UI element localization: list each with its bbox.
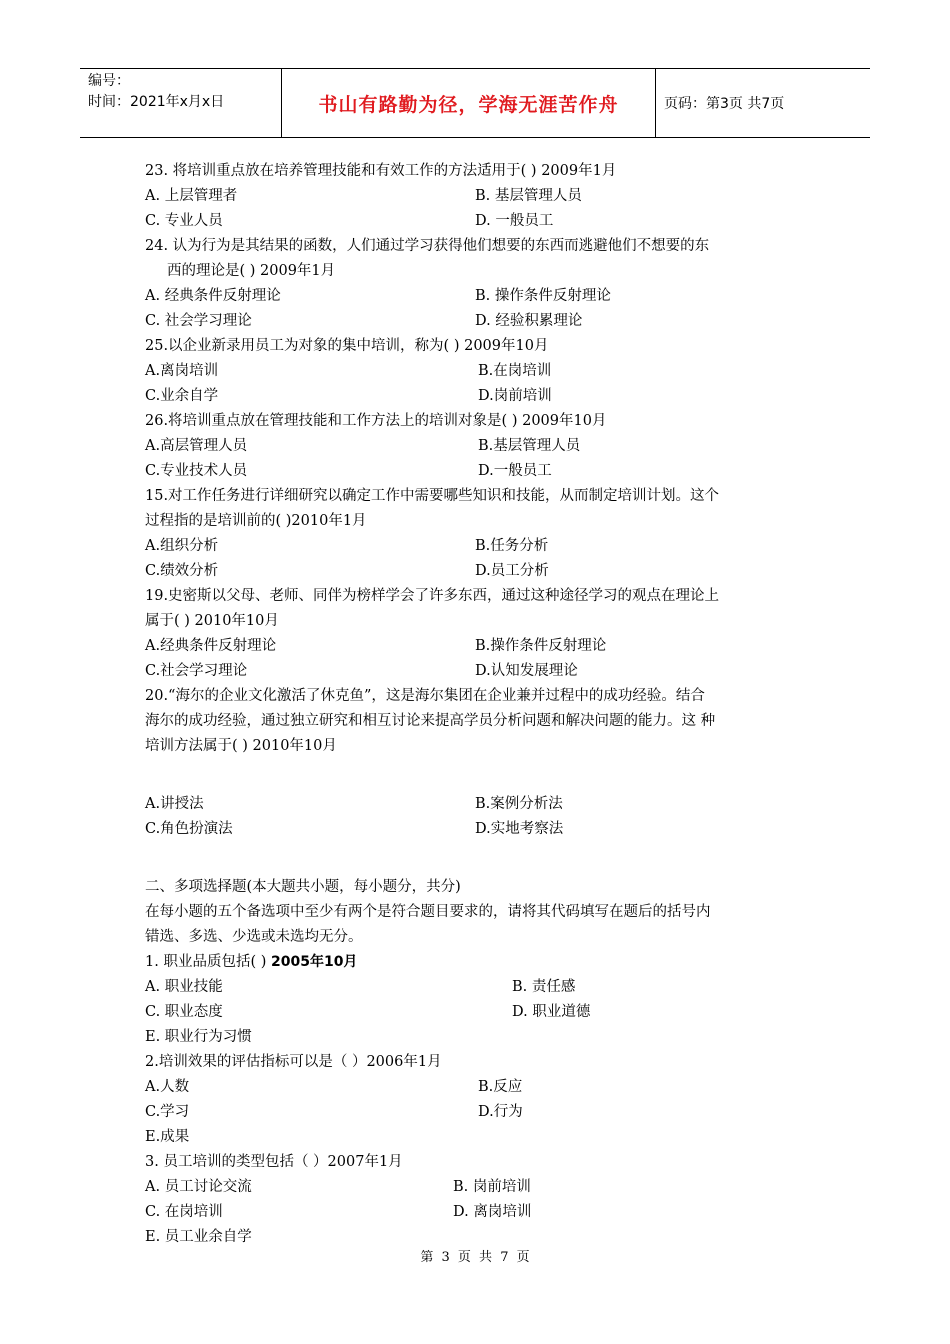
option-row (145, 1000, 825, 1025)
option-row (145, 384, 825, 409)
header-time: 时间：2021年x月x日 (88, 94, 225, 110)
option: B. 基层管理人员 (475, 188, 582, 204)
question-19-cont: 属于( ) 2010年10月 (145, 613, 279, 629)
question-15-cont: 过程指的是培训前的( )2010年1月 (145, 513, 367, 529)
option-row (145, 359, 825, 384)
option: A. 经典条件反射理论 (145, 288, 281, 304)
option: B.案例分析法 (475, 796, 563, 812)
option: C.业余自学 (145, 388, 219, 404)
question-20-cont: 海尔的成功经验，通过独立研究和相互讨论来提高学员分析问题和解决问题的能力。这 种 (145, 713, 716, 729)
option: E. 员工业余自学 (145, 1229, 252, 1245)
option: D.岗前培训 (478, 388, 552, 404)
option-row (145, 634, 825, 659)
header-motto: 书山有路勤为径，学海无涯苦作舟 (282, 69, 656, 137)
option-row (145, 1200, 825, 1225)
option: C.专业技术人员 (145, 463, 248, 479)
option-row (145, 792, 825, 817)
option: D.行为 (478, 1104, 523, 1120)
question-date: 2005年10月 (270, 954, 358, 970)
option-row (145, 434, 825, 459)
option: B. 岗前培训 (453, 1179, 531, 1195)
question-23: 23. 将培训重点放在培养管理技能和有效工作的方法适用于( ) 2009年1月 (145, 163, 617, 179)
option: B.反应 (478, 1079, 523, 1095)
option: A. 职业技能 (145, 979, 223, 995)
question-text: 1. 职业品质包括( ) (145, 954, 271, 970)
option-row (145, 534, 825, 559)
question-25: 25.以企业新录用员工为对象的集中培训，称为( ) 2009年10月 (145, 338, 549, 354)
option: D. 经验积累理论 (475, 313, 583, 329)
option: C. 社会学习理论 (145, 313, 252, 329)
option: D.认知发展理论 (475, 663, 578, 679)
option: A. 员工讨论交流 (145, 1179, 252, 1195)
option: A.讲授法 (145, 796, 204, 812)
option: A.高层管理人员 (145, 438, 248, 454)
option: B. 操作条件反射理论 (475, 288, 611, 304)
option-row (145, 1175, 825, 1200)
option: B.在岗培训 (478, 363, 552, 379)
question-20: 20.“海尔的企业文化激活了休克鱼”，这是海尔集团在企业兼并过程中的成功经验。结合 (145, 688, 705, 704)
option: A.人数 (145, 1079, 190, 1095)
option: D. 职业道德 (512, 1004, 591, 1020)
option: A.组织分析 (145, 538, 219, 554)
section-2-instruction: 在每小题的五个备选项中至少有两个是符合题目要求的，请将其代码填写在题后的括号内 (145, 904, 711, 920)
option-row (145, 817, 825, 842)
option-row (145, 1075, 825, 1100)
document-body (145, 159, 825, 1250)
option: A.离岗培训 (145, 363, 219, 379)
option: D. 一般员工 (475, 213, 554, 229)
question-19: 19.史密斯以父母、老师、同伴为榜样学会了许多东西，通过这种途径学习的观点在理论上 (145, 588, 720, 604)
option-row (145, 975, 825, 1000)
question-26: 26.将培训重点放在管理技能和工作方法上的培训对象是( ) 2009年10月 (145, 413, 607, 429)
option: C.社会学习理论 (145, 663, 248, 679)
section-2-title: 二、多项选择题(本大题共小题，每小题分，共分) (145, 879, 461, 895)
question-20-cont: 培训方法属于( ) 2010年10月 (145, 738, 337, 754)
option: C. 职业态度 (145, 1004, 223, 1020)
option: A.经典条件反射理论 (145, 638, 277, 654)
option: B.操作条件反射理论 (475, 638, 607, 654)
page-footer: 第 3 页 共 7 页 (420, 1250, 530, 1265)
option: A. 上层管理者 (145, 188, 238, 204)
option: C. 在岗培训 (145, 1204, 223, 1220)
option: B. 责任感 (512, 979, 576, 995)
option: E. 职业行为习惯 (145, 1029, 252, 1045)
option-row (145, 209, 825, 234)
option: D.员工分析 (475, 563, 549, 579)
option-row (145, 284, 825, 309)
question-24: 24. 认为行为是其结果的函数，人们通过学习获得他们想要的东西而逃避他们不想要的东 (145, 238, 710, 254)
option: E.成果 (145, 1129, 190, 1145)
question-24-cont: 西的理论是( ) 2009年1月 (167, 263, 336, 279)
option: C.绩效分析 (145, 563, 219, 579)
page-header (80, 68, 870, 138)
option-row (145, 459, 825, 484)
option-row (145, 659, 825, 684)
option-row (145, 184, 825, 209)
multi-question-2: 2.培训效果的评估指标可以是（ ）2006年1月 (145, 1054, 442, 1070)
question-15: 15.对工作任务进行详细研究以确定工作中需要哪些知识和技能，从而制定培训计划。这个 (145, 488, 720, 504)
multi-question-1 (145, 950, 825, 975)
option: B.任务分析 (475, 538, 549, 554)
section-2-instruction: 错选、多选、少选或未选均无分。 (145, 929, 363, 945)
option: C. 专业人员 (145, 213, 223, 229)
option: B.基层管理人员 (478, 438, 581, 454)
option: C.学习 (145, 1104, 190, 1120)
header-page: 页码：第3页 共7页 (664, 96, 785, 112)
option-row (145, 1100, 825, 1125)
option: D. 离岗培训 (453, 1204, 532, 1220)
header-number: 编号： (88, 73, 130, 89)
option-row (145, 559, 825, 584)
header-meta (80, 69, 282, 137)
option: D.一般员工 (478, 463, 552, 479)
option-row (145, 309, 825, 334)
multi-question-3: 3. 员工培训的类型包括（ ）2007年1月 (145, 1154, 403, 1170)
option: D.实地考察法 (475, 821, 564, 837)
option: C.角色扮演法 (145, 821, 233, 837)
